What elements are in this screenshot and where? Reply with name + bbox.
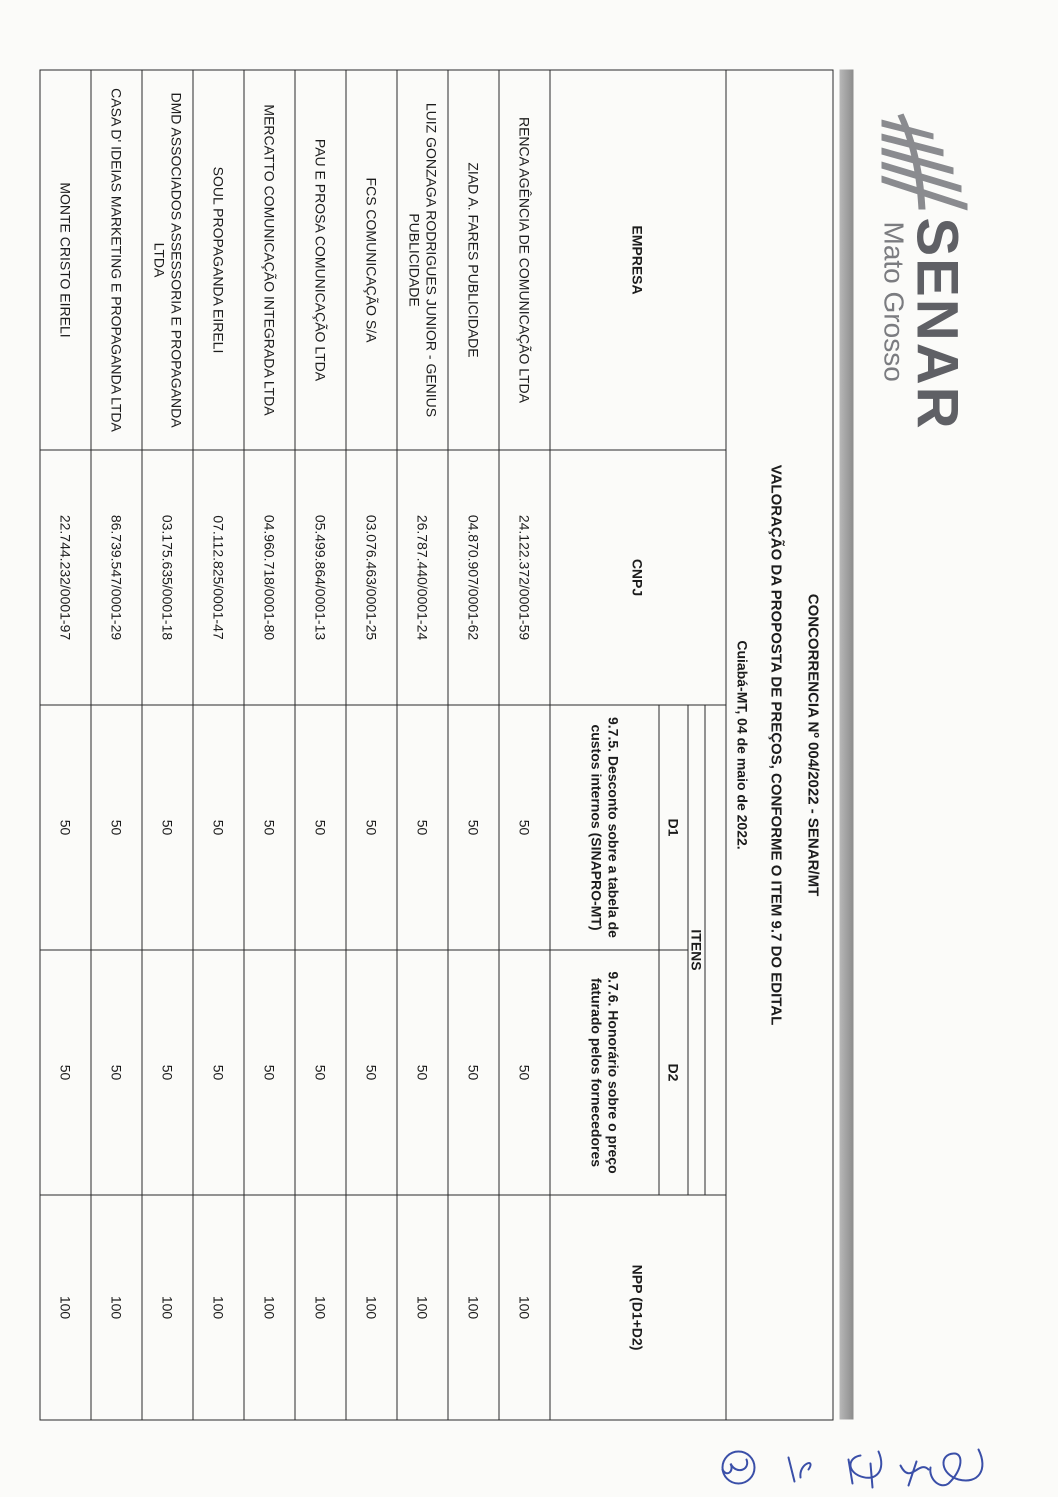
table-row xyxy=(91,70,142,1420)
npp-score-cell: 100 xyxy=(193,1195,244,1420)
company-name-cell: SOUL PROPAGANDA EIRELI xyxy=(193,70,244,450)
cnpj-cell: 86.739.547/0001-29 xyxy=(91,450,142,705)
cnpj-cell: 24.122.372/0001-59 xyxy=(499,450,550,705)
header-gap xyxy=(705,705,726,1195)
table-row xyxy=(397,70,448,1420)
senar-logo-mark-icon xyxy=(873,110,973,215)
d1-score-cell: 50 xyxy=(346,705,397,950)
npp-score-cell: 100 xyxy=(91,1195,142,1420)
table-row xyxy=(448,70,499,1420)
table-row xyxy=(295,70,346,1420)
header-d2-description: 9.7.6. Honorário sobre o preço faturado pelos fornecedores xyxy=(550,950,659,1195)
company-name-cell: ZIAD A. FARES PUBLICIDADE xyxy=(448,70,499,450)
npp-score-cell: 100 xyxy=(142,1195,193,1420)
npp-score-cell: 100 xyxy=(295,1195,346,1420)
d2-score-cell: 50 xyxy=(244,950,295,1195)
company-name-cell: LUIZ GONZAGA RODRIGUES JUNIOR - GENIUS PUBLICIDADE xyxy=(397,70,448,450)
document-subtitle: VALORAÇÃO DA PROPOSTA DE PREÇOS, CONFORME O ITEM 9.7 DO EDITAL xyxy=(758,70,794,1420)
d2-score-cell: 50 xyxy=(397,950,448,1195)
valuation-table xyxy=(39,70,833,1421)
cnpj-cell: 03.175.635/0001-18 xyxy=(142,450,193,705)
d1-score-cell: 50 xyxy=(91,705,142,950)
company-name-cell: MERCATTO COMUNICAÇÃO INTEGRADA LTDA xyxy=(244,70,295,450)
d1-score-cell: 50 xyxy=(40,705,91,950)
d1-score-cell: 50 xyxy=(397,705,448,950)
d2-score-cell: 50 xyxy=(91,950,142,1195)
cnpj-cell: 07.112.825/0001-47 xyxy=(193,450,244,705)
d2-score-cell: 50 xyxy=(193,950,244,1195)
header-empresa: EMPRESA xyxy=(550,70,726,450)
header-cnpj: CNPJ xyxy=(550,450,726,705)
cnpj-cell: 03.076.463/0001-25 xyxy=(346,450,397,705)
d2-score-cell: 50 xyxy=(142,950,193,1195)
npp-score-cell: 100 xyxy=(40,1195,91,1420)
cnpj-cell: 05.499.864/0001-13 xyxy=(295,450,346,705)
npp-score-cell: 100 xyxy=(499,1195,550,1420)
header-bar xyxy=(839,70,853,1420)
company-name-cell: CASA D' IDEIAS MARKETING E PROPAGANDA LTDA xyxy=(91,70,142,450)
header-d2-code: D2 xyxy=(659,950,688,1195)
cnpj-cell: 04.870.907/0001-62 xyxy=(448,450,499,705)
logo-subtitle: Mato Grosso xyxy=(878,221,909,382)
table-row xyxy=(346,70,397,1420)
npp-score-cell: 100 xyxy=(397,1195,448,1420)
cnpj-cell: 04.960.718/0001-80 xyxy=(244,450,295,705)
npp-score-cell: 100 xyxy=(346,1195,397,1420)
header-d1-code: D1 xyxy=(659,705,688,950)
npp-score-cell: 100 xyxy=(448,1195,499,1420)
company-name-cell: FCS COMUNICAÇÃO S/A xyxy=(346,70,397,450)
npp-score-cell: 100 xyxy=(244,1195,295,1420)
handwritten-signatures xyxy=(698,1440,998,1496)
d2-score-cell: 50 xyxy=(448,950,499,1195)
d2-score-cell: 50 xyxy=(499,950,550,1195)
d1-score-cell: 50 xyxy=(142,705,193,950)
d1-score-cell: 50 xyxy=(244,705,295,950)
company-name-cell: DMD ASSOCIADOS ASSESSORIA E PROPAGANDA LTDA xyxy=(142,70,193,450)
table-row xyxy=(142,70,193,1420)
document-title: CONCORRENCIA Nº 004/2022 - SENAR/MT xyxy=(794,70,833,1420)
d1-score-cell: 50 xyxy=(499,705,550,950)
table-row xyxy=(244,70,295,1420)
d1-score-cell: 50 xyxy=(295,705,346,950)
table-row xyxy=(40,70,91,1420)
d2-score-cell: 50 xyxy=(346,950,397,1195)
company-name-cell: RENCA AGÊNCIA DE COMUNICAÇÃO LTDA xyxy=(499,70,550,450)
cnpj-cell: 26.787.440/0001-24 xyxy=(397,450,448,705)
company-name-cell: MONTE CRISTO EIRELI xyxy=(40,70,91,450)
header-d1-description: 9.7.5. Desconto sobre a tabela de custos internos (SINAPRO-MT) xyxy=(550,705,659,950)
table-row xyxy=(193,70,244,1420)
document-date: Cuiabá-MT, 04 de maio de 2022. xyxy=(726,70,759,1420)
company-name-cell: PAU E PROSA COMUNICAÇÃO LTDA xyxy=(295,70,346,450)
d1-score-cell: 50 xyxy=(193,705,244,950)
logo-name: SENAR xyxy=(904,217,969,431)
d2-score-cell: 50 xyxy=(295,950,346,1195)
cnpj-cell: 22.744.232/0001-97 xyxy=(40,450,91,705)
d1-score-cell: 50 xyxy=(448,705,499,950)
header-npp: NPP (D1+D2) xyxy=(550,1195,726,1420)
senar-logo xyxy=(868,110,973,440)
header-itens: ITENS xyxy=(688,705,705,1195)
d2-score-cell: 50 xyxy=(40,950,91,1195)
table-row xyxy=(499,70,550,1420)
